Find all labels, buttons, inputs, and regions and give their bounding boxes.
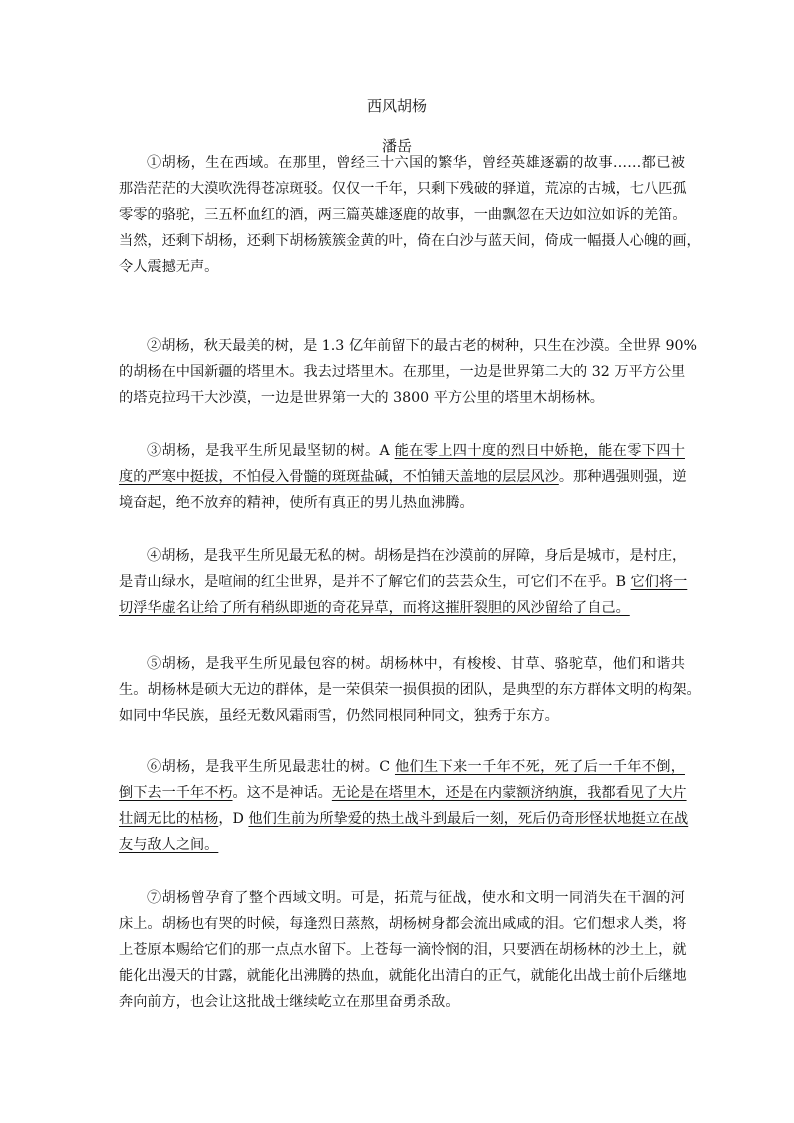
text-segment: 是青山绿水，是喧闹的红尘世界，是并不了解它们的芸芸众生，可它们不在乎。B — [119, 574, 631, 590]
text-line — [119, 780, 685, 806]
text-line — [119, 385, 685, 411]
text-segment: 当然，还剩下胡杨，还剩下胡杨簇簇金黄的叶，倚在白沙与蓝天间，倚成一幅摄人心魄的画， — [119, 233, 701, 249]
author-name: 潘岳 — [381, 137, 412, 155]
text-line — [119, 176, 685, 202]
text-line — [119, 806, 689, 832]
text-line — [119, 595, 685, 621]
text-segment: 奔向前方，也会让这批战士继续屹立在那里奋勇杀敌。 — [119, 994, 460, 1010]
text-segment: 的塔克拉玛干大沙漠，一边是世界第一大的 3800 平方公里的塔里木胡杨林。 — [119, 390, 604, 406]
text-line — [119, 333, 698, 359]
underlined-text: 它们将一 — [630, 574, 688, 590]
text-line — [119, 651, 685, 677]
text-line — [119, 359, 685, 385]
text-line — [119, 438, 685, 464]
text-segment: 的胡杨在中国新疆的塔里木。我去过塔里木。在那里，一边是世界第二大的 32 万平方公里 — [119, 364, 686, 380]
text-segment: 零零的骆驼，三五杯血红的酒，两三篇英雄逐鹿的故事，一曲飘忽在天边如泣如诉的羌笛。 — [119, 207, 687, 223]
text-segment: ④胡杨，是我平生所见最无私的树。胡杨是挡在沙漠前的屏障，身后是城市，是村庄， — [147, 548, 687, 564]
paragraph-2 — [119, 333, 698, 411]
text-line — [119, 677, 701, 703]
text-segment: ⑥胡杨，是我平生所见最悲壮的树。C — [147, 759, 395, 775]
underlined-text: 友与敌人之间。 — [119, 837, 219, 853]
text-line — [119, 937, 685, 963]
text-segment: 境奋起，绝不放弃的精神，使所有真正的男儿热血沸腾。 — [119, 495, 474, 511]
text-line — [119, 150, 685, 176]
text-segment: ⑤胡杨，是我平生所见最包容的树。胡杨林中，有梭梭、甘草、骆驼草，他们和谐共 — [147, 656, 685, 672]
text-segment: 。这不是神话。 — [232, 785, 332, 801]
paragraph-4 — [119, 543, 688, 621]
underlined-text: 倒下去一千年不朽 — [119, 785, 233, 801]
underlined-text: 他们生下来一千年不死，死了后一千年不倒， — [394, 759, 685, 775]
text-line — [119, 464, 685, 490]
text-segment: ②胡杨，秋天最美的树，是 1.3 亿年前留下的最古老的树种，只生在沙漠。全世界 90% — [147, 338, 698, 354]
text-line — [119, 832, 685, 858]
text-segment: 。那种遇强则强，逆 — [558, 469, 687, 485]
paragraph-1 — [119, 150, 701, 280]
text-line — [119, 885, 685, 911]
text-segment: 那浩茫茫的大漠吹洗得苍凉斑驳。仅仅一千年，只剩下残破的驿道，荒凉的古城，七八匹孤 — [119, 181, 687, 197]
text-line — [119, 490, 685, 516]
text-segment: ，D — [218, 811, 249, 827]
text-segment: ⑦胡杨曾孕育了整个西域文明。可是，拓荒与征战，使水和文明一同消失在干涸的河 — [147, 890, 685, 906]
underlined-text: 度的严寒中挺拔，不怕侵入骨髓的斑斑盐碱，不怕铺天盖地的层层风沙 — [119, 469, 559, 485]
text-line — [119, 569, 688, 595]
paragraph-5 — [119, 651, 701, 729]
text-segment: 床上。胡杨也有哭的时候，每逢烈日蒸熬，胡杨树身都会流出咸咸的泪。它们想求人类，将 — [119, 916, 687, 932]
text-line — [119, 703, 685, 729]
paragraph-3 — [119, 438, 685, 516]
paragraph-7 — [119, 885, 685, 1015]
underlined-text: 壮阔无比的枯杨 — [119, 811, 219, 827]
underlined-text: 能在零上四十度的烈日中娇艳，能在零下四十 — [394, 443, 685, 459]
document-title: 西风胡杨 — [366, 97, 427, 115]
text-segment: 上苍原本赐给它们的那一点点水留下。上苍每一滴怜悯的泪，只要洒在胡杨林的沙土上，就 — [119, 942, 687, 958]
text-line — [119, 543, 685, 569]
text-line — [119, 989, 685, 1015]
text-line — [119, 911, 685, 937]
text-line — [119, 254, 685, 280]
text-line — [119, 754, 685, 780]
text-line — [119, 202, 685, 228]
text-segment: 如同中华民族，虽经无数风霜雨雪，仍然同根同种同文，独秀于东方。 — [119, 708, 559, 724]
text-line — [119, 963, 685, 989]
text-segment: 能化出漫天的甘露，就能化出沸腾的热血，就能化出清白的正气，就能化出战士前仆后继地 — [119, 968, 687, 984]
text-segment: 生。胡杨林是硕大无边的群体，是一荣俱荣一损俱损的团队，是典型的东方群体文明的构架。 — [119, 682, 701, 698]
text-segment: 令人震撼无声。 — [119, 259, 219, 275]
underlined-text: 切浮华虚名让给了所有稍纵即逝的奇花异草，而将这摧肝裂胆的风沙留给了自己。 — [119, 600, 630, 616]
text-segment: ③胡杨，是我平生所见最坚韧的树。A — [147, 443, 395, 459]
text-segment: ①胡杨，生在西域。在那里，曾经三十六国的繁华，曾经英雄逐霸的故事……都已被 — [147, 155, 685, 171]
text-line — [119, 228, 701, 254]
underlined-text: 无论是在塔里木，还是在内蒙额济纳旗，我都看见了大片 — [331, 785, 687, 801]
paragraph-6 — [119, 754, 689, 858]
underlined-text: 他们生前为所挚爱的热土战斗到最后一刻，死后仍奇形怪状地挺立在战 — [248, 811, 689, 827]
